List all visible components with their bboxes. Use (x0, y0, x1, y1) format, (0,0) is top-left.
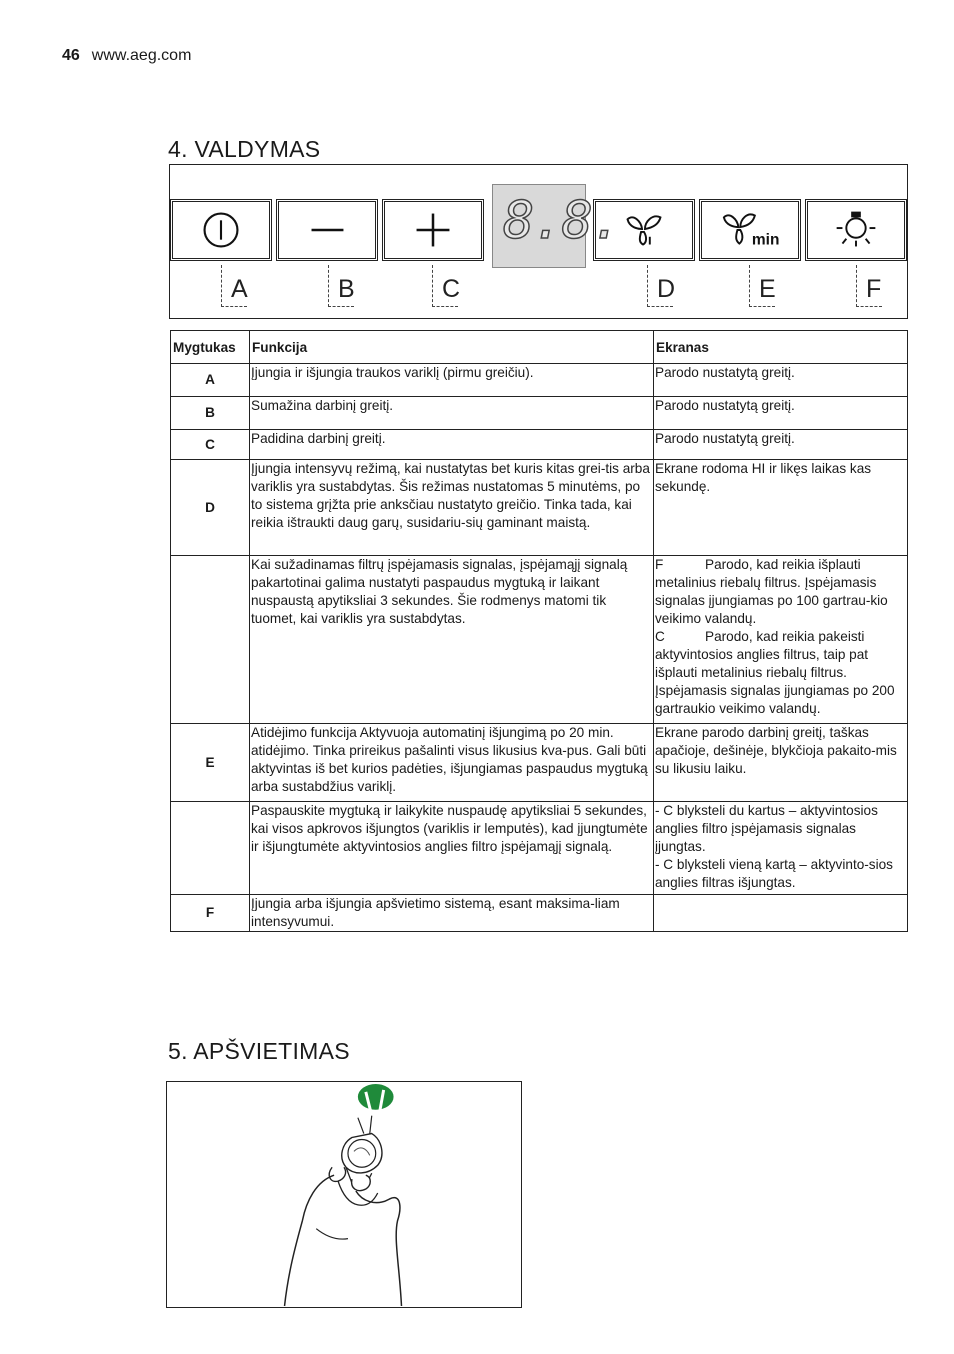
svg-text:min: min (751, 231, 780, 249)
button-a-power (170, 199, 272, 261)
row-display: Ekrane parodo darbinį greitį, taškas apačioje, dešinėje, blykčioja pakaito-mis su likusiu laiku. (654, 724, 908, 802)
row-key (171, 802, 250, 895)
control-panel-diagram (169, 164, 908, 319)
fan-min-icon (700, 200, 800, 260)
section-title-apsvietimas: 5. APŠVIETIMAS (168, 1038, 350, 1064)
col-header-display: Ekranas (654, 331, 908, 364)
page-number: 46 (62, 47, 80, 64)
label-e: E (749, 265, 775, 307)
power-icon (171, 200, 271, 260)
row-display (654, 802, 908, 895)
digit-display (492, 184, 621, 268)
row-display (654, 895, 908, 932)
table-row (171, 802, 908, 895)
label-c: C (432, 265, 458, 307)
row-function: Atidėjimo funkcija Aktyvuoja automatinį išjungimą po 20 min. atidėjimo. Tinka prireikus pašalinti visus likusius kva-pus. Gali būti aktyvintas iš bet kurios padėties, išjungiamas paspaudus mygtuką arba sustabdžius variklį. (250, 724, 654, 802)
rotate-arrow-icon (358, 1084, 394, 1110)
table-header-row (171, 331, 908, 364)
bulb-replacement-illustration (166, 1081, 522, 1308)
button-b-minus (276, 199, 378, 261)
row-key: B (171, 397, 250, 430)
display-line-1: - C blyksteli du kartus – aktyvintosios anglies filtro įspėjamasis signalas įjungtas. (655, 803, 878, 854)
filter-code-c: C (655, 629, 665, 644)
row-key: F (171, 895, 250, 932)
hand-bulb-icon (167, 1082, 521, 1307)
button-f-light (805, 199, 907, 261)
row-key: C (171, 430, 250, 460)
row-function: Padidina darbinį greitį. (250, 430, 654, 460)
table-row (171, 460, 908, 556)
row-key: E (171, 724, 250, 802)
row-display: Parodo nustatytą greitį. (654, 397, 908, 430)
row-function: Įjungia intensyvų režimą, kai nustatytas bet kuris kitas grei-tis arba variklis yra sustabdytas. Šis režimas nustatomas 5 minutėms, po to sistema grįžta prie anksčiau nustatyto greičio. Tinka tada, kai reikia ištraukti daug garų, susidariu-sių gaminant maistą. (250, 460, 654, 556)
display-line-2: - C blyksteli vieną kartą – aktyvinto-sios anglies filtras išjungtas. (655, 857, 893, 890)
table-row (171, 724, 908, 802)
label-b: B (328, 265, 354, 307)
row-display: Parodo nustatytą greitį. (654, 430, 908, 460)
table-row (171, 397, 908, 430)
section-title-valdymas: 4. VALDYMAS (168, 136, 321, 162)
label-d: D (647, 265, 673, 307)
row-function: Įjungia ir išjungia traukos variklį (pirmu greičiu). (250, 364, 654, 397)
table-row (171, 895, 908, 932)
button-e-min (699, 199, 801, 261)
display-digits: 8.8. (503, 191, 621, 251)
row-key: A (171, 364, 250, 397)
button-d-intensive (593, 199, 695, 261)
website-link[interactable]: www.aeg.com (91, 47, 192, 64)
table-row (171, 430, 908, 460)
row-key: D (171, 460, 250, 556)
fan-intensive-icon (594, 200, 694, 260)
label-f: F (856, 265, 882, 307)
filter-text-c: Parodo, kad reikia pakeisti aktyvintosios anglies filtrus, taip pat išplauti metalinius riebalų filtrus. Įspėjamasis signalas įjungiamas po 200 gartraukio veikimo valandų. (655, 629, 895, 716)
filter-text-f: Parodo, kad reikia išplauti metalinius riebalų filtrus. Įspėjamasis signalas įjungiamas po 100 gartrau-kio veikimo valandų. (655, 557, 888, 626)
col-header-function: Funkcija (250, 331, 654, 364)
row-display: Parodo nustatytą greitį. (654, 364, 908, 397)
row-function: Sumažina darbinį greitį. (250, 397, 654, 430)
light-icon (806, 200, 906, 260)
label-a: A (221, 265, 247, 307)
col-header-button: Mygtukas (171, 331, 250, 364)
row-display (654, 556, 908, 724)
table-row (171, 556, 908, 724)
filter-code-f: F (655, 557, 664, 572)
row-function: Kai sužadinamas filtrų įspėjamasis signalas, įspėjamąjį signalą pakartotinai galima nustatyti paspaudus mygtuką ir laikant nuspaustą apytiksliai 3 sekundes. Šie rodmenys matomi tik tuomet, kai variklis yra sustabdytas. (250, 556, 654, 724)
row-function: Paspauskite mygtuką ir laikykite nuspaudę apytiksliai 5 sekundes, kai visos apkrovos išjungtos (variklis ir lemputės), kad įjungtumėte ir išjungtumėte aktyvintosios anglies filtro įspėjamąjį signalą. (250, 802, 654, 895)
row-function: Įjungia arba išjungia apšvietimo sistemą, esant maksima-liam intensyvumui. (250, 895, 654, 932)
page-header (62, 47, 191, 65)
table-row (171, 364, 908, 397)
button-c-plus (382, 199, 484, 261)
plus-icon (383, 200, 483, 260)
controls-table (170, 330, 908, 932)
row-display: Ekrane rodoma HI ir likęs laikas kas sekundę. (654, 460, 908, 556)
minus-icon (277, 200, 377, 260)
row-key (171, 556, 250, 724)
